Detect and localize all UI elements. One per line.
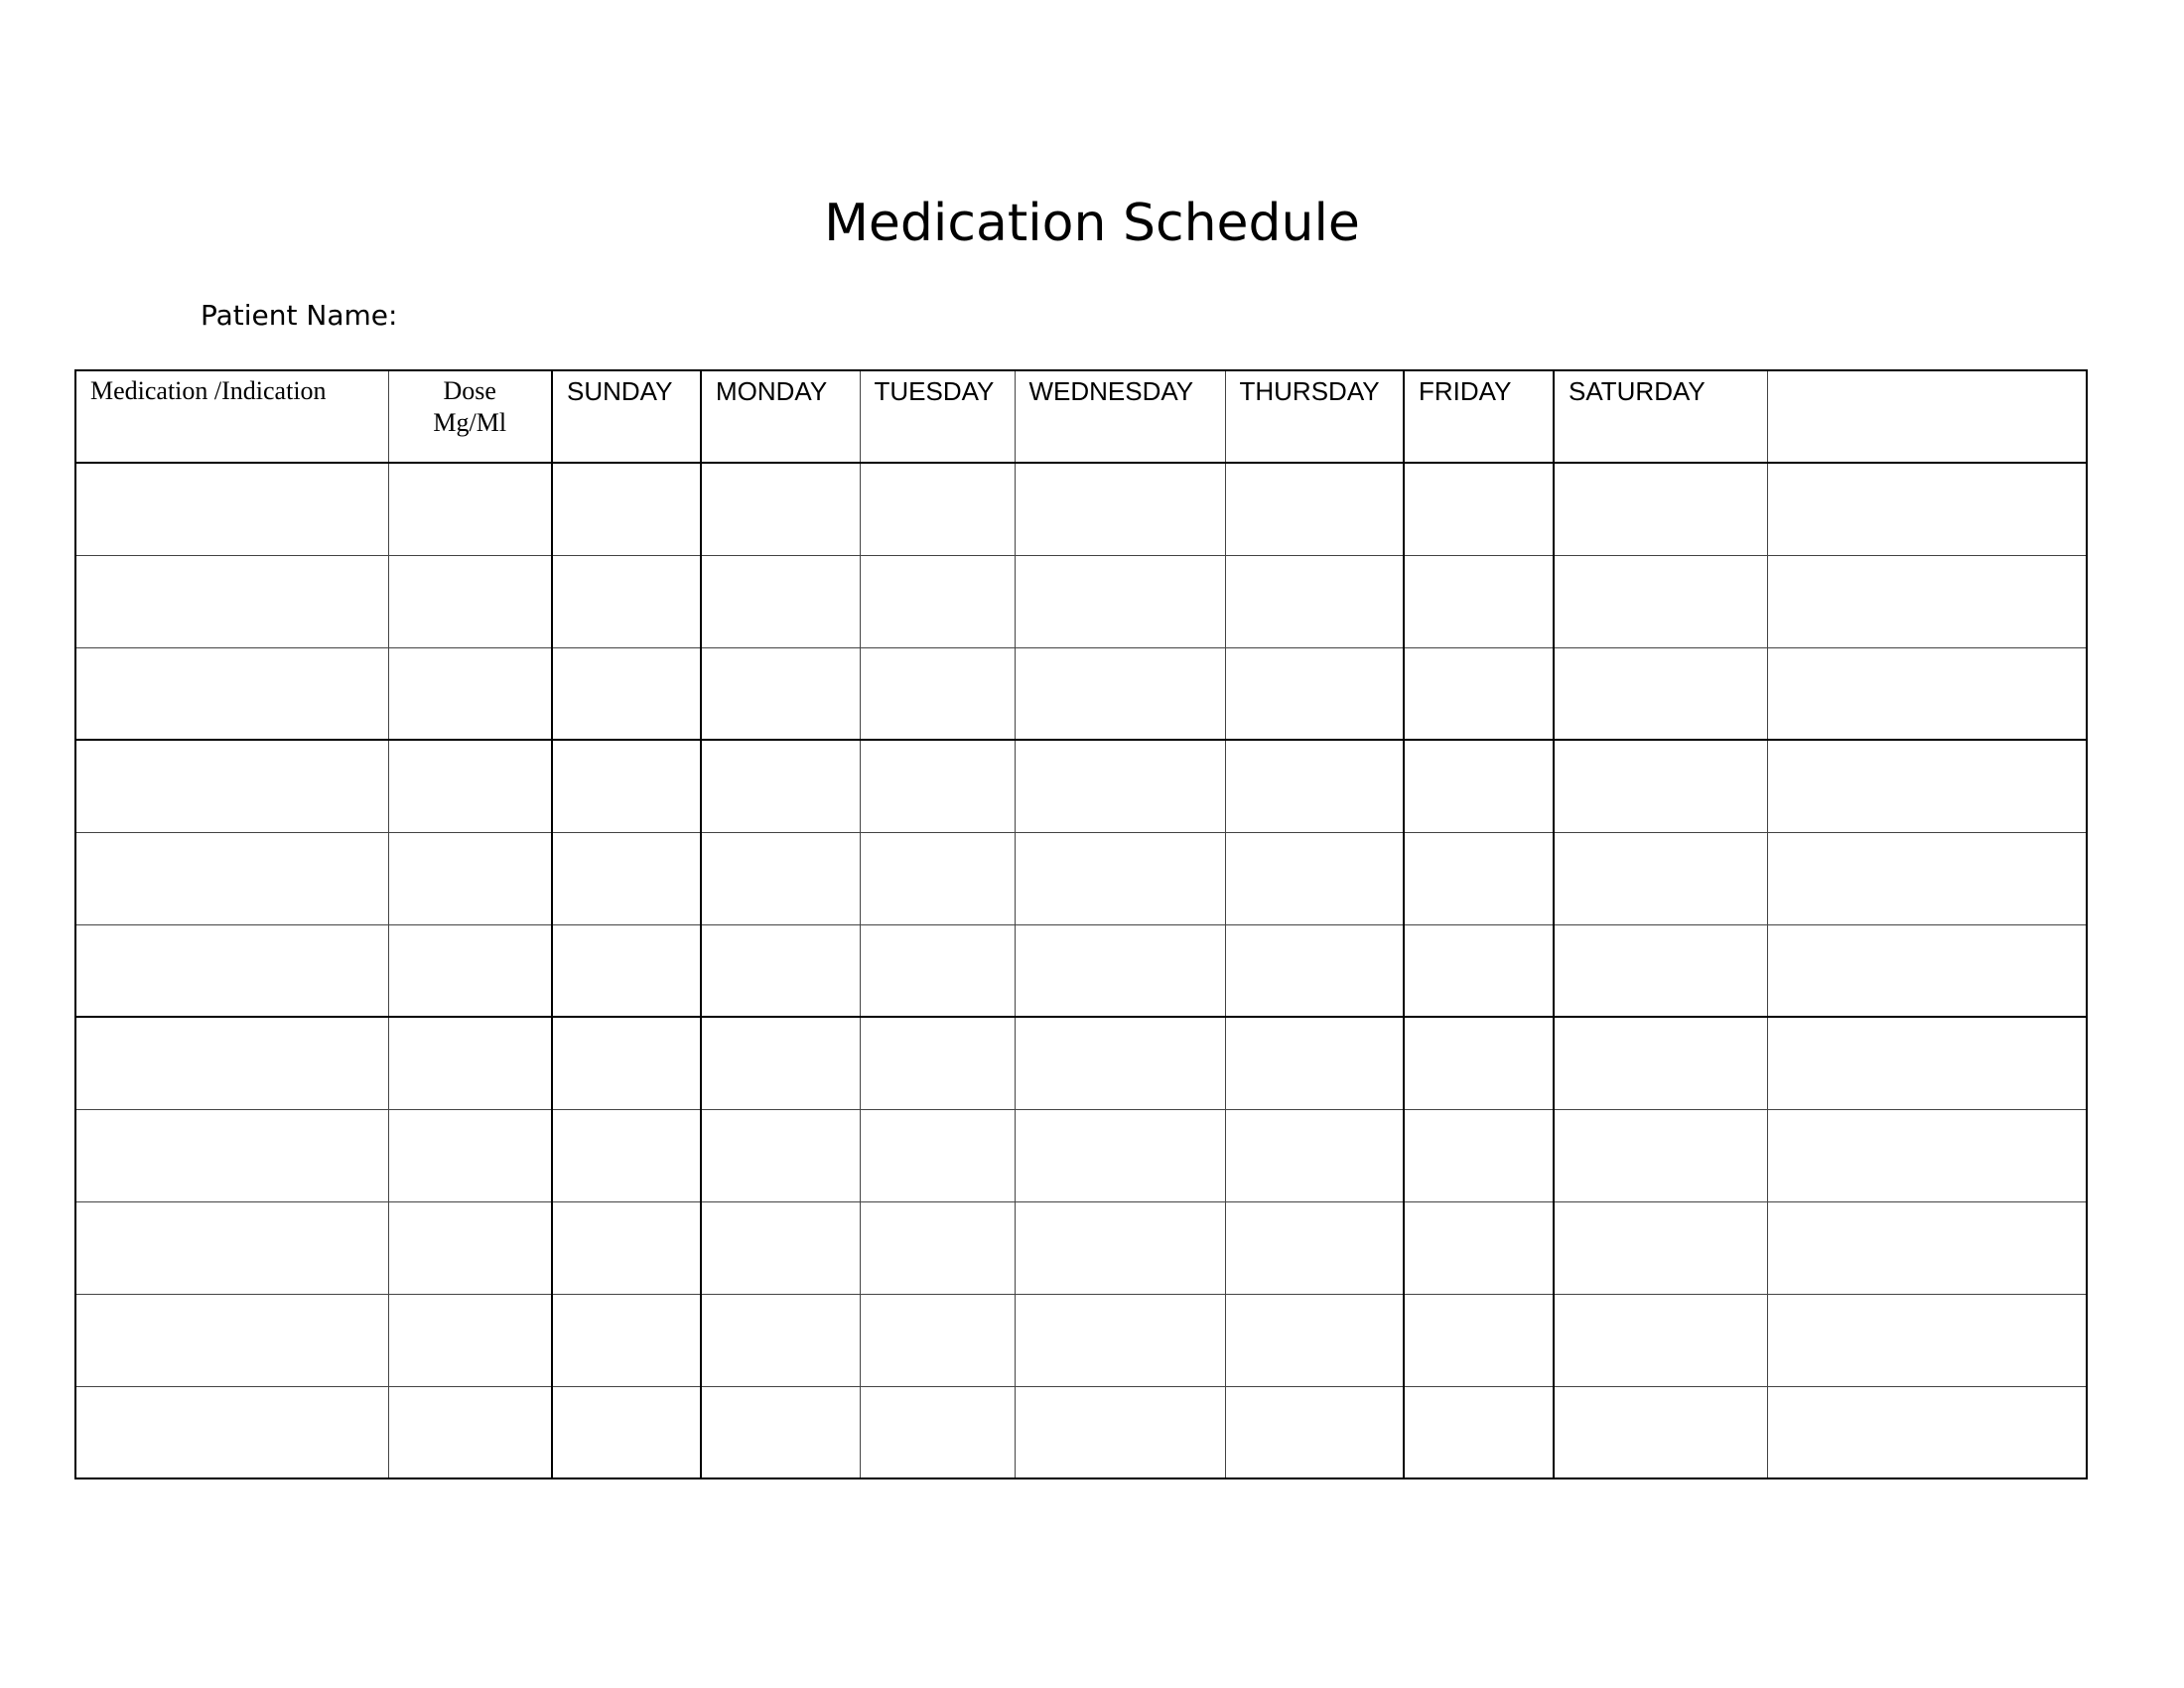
table-cell[interactable]: [1404, 463, 1554, 555]
table-cell[interactable]: [1404, 1386, 1554, 1478]
header-dose: [388, 370, 552, 463]
table-cell[interactable]: [388, 924, 552, 1017]
table-row: [75, 647, 2087, 740]
table-cell[interactable]: [75, 1017, 388, 1109]
table-cell[interactable]: [701, 1386, 860, 1478]
table-row: [75, 924, 2087, 1017]
table-cell[interactable]: [1404, 1294, 1554, 1386]
header-thursday: THURSDAY: [1225, 370, 1404, 463]
table-cell[interactable]: [552, 463, 701, 555]
medication-schedule-table: [74, 369, 2088, 1479]
table-cell[interactable]: [552, 1386, 701, 1478]
table-cell[interactable]: [1225, 1201, 1404, 1294]
table-cell[interactable]: [1015, 1201, 1225, 1294]
table-cell[interactable]: [1767, 463, 2087, 555]
table-cell[interactable]: [75, 1109, 388, 1201]
table-cell[interactable]: [701, 1017, 860, 1109]
table-cell[interactable]: [1767, 647, 2087, 740]
table-cell[interactable]: [860, 1386, 1015, 1478]
table-cell[interactable]: [701, 740, 860, 832]
table-cell[interactable]: [1015, 740, 1225, 832]
table-cell[interactable]: [1225, 924, 1404, 1017]
table-cell[interactable]: [701, 647, 860, 740]
table-cell[interactable]: [75, 924, 388, 1017]
table-cell[interactable]: [1015, 1294, 1225, 1386]
table-row: [75, 463, 2087, 555]
table-cell[interactable]: [75, 740, 388, 832]
table-cell[interactable]: [75, 1386, 388, 1478]
table-cell[interactable]: [552, 647, 701, 740]
table-row: [75, 555, 2087, 647]
table-cell[interactable]: [388, 1017, 552, 1109]
table-cell[interactable]: [860, 1109, 1015, 1201]
table-cell[interactable]: [1015, 555, 1225, 647]
table-cell[interactable]: [1554, 463, 1767, 555]
table-cell[interactable]: [1225, 832, 1404, 924]
header-saturday: SATURDAY: [1554, 370, 1767, 463]
table-cell[interactable]: [701, 832, 860, 924]
table-cell[interactable]: [552, 1109, 701, 1201]
table-cell[interactable]: [388, 1201, 552, 1294]
table-cell[interactable]: [860, 1201, 1015, 1294]
table-cell[interactable]: [1225, 647, 1404, 740]
table-cell[interactable]: [388, 1386, 552, 1478]
table-cell[interactable]: [1404, 740, 1554, 832]
table-cell[interactable]: [1767, 1201, 2087, 1294]
header-extra: [1767, 370, 2087, 463]
table-cell[interactable]: [552, 1294, 701, 1386]
table-cell[interactable]: [1767, 832, 2087, 924]
table-cell[interactable]: [1015, 1017, 1225, 1109]
table-cell[interactable]: [860, 1294, 1015, 1386]
table-cell[interactable]: [1015, 832, 1225, 924]
table-cell[interactable]: [1225, 1294, 1404, 1386]
table-row: [75, 740, 2087, 832]
table-cell[interactable]: [1554, 1386, 1767, 1478]
table-cell[interactable]: [860, 555, 1015, 647]
table-cell[interactable]: [860, 740, 1015, 832]
table-cell[interactable]: [1015, 647, 1225, 740]
table-cell[interactable]: [552, 740, 701, 832]
table-cell[interactable]: [701, 924, 860, 1017]
table-cell[interactable]: [1767, 1294, 2087, 1386]
table-cell[interactable]: [552, 832, 701, 924]
table-cell[interactable]: [1015, 463, 1225, 555]
table-row: [75, 1109, 2087, 1201]
table-cell[interactable]: [860, 832, 1015, 924]
table-row: [75, 1294, 2087, 1386]
table-cell[interactable]: [1225, 555, 1404, 647]
table-cell[interactable]: [701, 463, 860, 555]
table-cell[interactable]: [860, 924, 1015, 1017]
header-dose-line1: Dose: [443, 376, 496, 405]
table-cell[interactable]: [1404, 924, 1554, 1017]
table-cell[interactable]: [1767, 555, 2087, 647]
table-cell[interactable]: [75, 1201, 388, 1294]
table-cell[interactable]: [1404, 832, 1554, 924]
header-sunday: SUNDAY: [552, 370, 701, 463]
table-row: [75, 1017, 2087, 1109]
table-row: [75, 1386, 2087, 1478]
table-cell[interactable]: [1767, 1386, 2087, 1478]
table-cell[interactable]: [388, 463, 552, 555]
table-cell[interactable]: [701, 1201, 860, 1294]
page-title: Medication Schedule: [824, 194, 1360, 253]
table-cell[interactable]: [1554, 924, 1767, 1017]
table-cell[interactable]: [1225, 1386, 1404, 1478]
table-body: [75, 463, 2087, 1478]
header-tuesday: TUESDAY: [860, 370, 1015, 463]
table-cell[interactable]: [1767, 1109, 2087, 1201]
header-wednesday: WEDNESDAY: [1015, 370, 1225, 463]
table-cell[interactable]: [1015, 1386, 1225, 1478]
table-cell[interactable]: [860, 647, 1015, 740]
header-medication-indication: Medication /Indication: [75, 370, 388, 463]
table-cell[interactable]: [1404, 647, 1554, 740]
table-cell[interactable]: [75, 555, 388, 647]
table-cell[interactable]: [701, 1294, 860, 1386]
table-cell[interactable]: [1767, 924, 2087, 1017]
table-cell[interactable]: [701, 1109, 860, 1201]
table-cell[interactable]: [552, 1201, 701, 1294]
table-cell[interactable]: [1554, 555, 1767, 647]
table-cell[interactable]: [552, 924, 701, 1017]
table-cell[interactable]: [701, 555, 860, 647]
table-cell[interactable]: [1225, 1109, 1404, 1201]
table-row: [75, 1201, 2087, 1294]
table-cell[interactable]: [860, 463, 1015, 555]
table-cell[interactable]: [1404, 555, 1554, 647]
table-cell[interactable]: [552, 1017, 701, 1109]
table-cell[interactable]: [1225, 1017, 1404, 1109]
table-cell[interactable]: [552, 555, 701, 647]
table-cell[interactable]: [75, 832, 388, 924]
table-cell[interactable]: [388, 832, 552, 924]
table-cell[interactable]: [75, 647, 388, 740]
table-cell[interactable]: [388, 647, 552, 740]
header-friday: FRIDAY: [1404, 370, 1554, 463]
table-cell[interactable]: [1554, 1017, 1767, 1109]
table-cell[interactable]: [860, 1017, 1015, 1109]
table-row: [75, 832, 2087, 924]
table-cell[interactable]: [1404, 1109, 1554, 1201]
table-cell[interactable]: [1404, 1017, 1554, 1109]
header-monday: MONDAY: [701, 370, 860, 463]
table-cell[interactable]: [388, 740, 552, 832]
table-cell[interactable]: [1015, 1109, 1225, 1201]
table-header-row: [75, 370, 2087, 463]
patient-name-label: Patient Name:: [201, 299, 398, 332]
table-cell[interactable]: [1554, 1294, 1767, 1386]
table-cell[interactable]: [1554, 832, 1767, 924]
table-cell[interactable]: [1225, 463, 1404, 555]
table-cell[interactable]: [1767, 740, 2087, 832]
table-cell[interactable]: [1015, 924, 1225, 1017]
header-dose-line2: Mg/Ml: [433, 408, 507, 437]
table-cell[interactable]: [1554, 740, 1767, 832]
table-cell[interactable]: [1404, 1201, 1554, 1294]
table-cell[interactable]: [1554, 647, 1767, 740]
table-cell[interactable]: [1554, 1109, 1767, 1201]
table-cell[interactable]: [1767, 1017, 2087, 1109]
table-cell[interactable]: [388, 1109, 552, 1201]
table-cell[interactable]: [1225, 740, 1404, 832]
table-cell[interactable]: [388, 555, 552, 647]
table-cell[interactable]: [1554, 1201, 1767, 1294]
table-cell[interactable]: [75, 463, 388, 555]
table-cell[interactable]: [75, 1294, 388, 1386]
table-cell[interactable]: [388, 1294, 552, 1386]
